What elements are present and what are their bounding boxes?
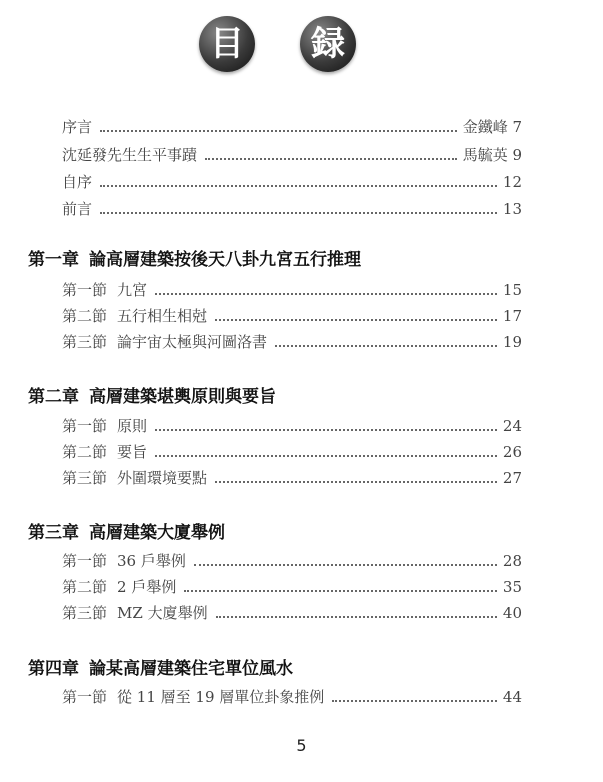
leader-dots <box>215 319 497 321</box>
entry-label <box>62 331 267 352</box>
section-title: 2 戶舉例 <box>117 578 177 596</box>
section-number: 第一節 <box>62 417 108 435</box>
entry-label <box>62 467 207 488</box>
chapter-title: 高層建築大廈舉例 <box>89 523 225 543</box>
entry-label: 序言 <box>62 118 93 136</box>
entry-page: 44 <box>502 688 522 706</box>
chapter-heading-4[interactable] <box>28 654 293 679</box>
section-number: 第一節 <box>62 688 108 706</box>
section-number: 第三節 <box>62 333 108 351</box>
leader-dots <box>205 158 457 160</box>
section-number: 第二節 <box>62 307 108 325</box>
entry-label: 前言 <box>62 200 93 218</box>
chapter-number: 第四章 <box>28 659 79 679</box>
toc-entry-1-1[interactable] <box>62 279 522 300</box>
entry-page: 13 <box>502 200 522 218</box>
entry-label <box>62 576 176 597</box>
entry-page: 26 <box>502 443 522 461</box>
leader-dots <box>216 616 497 618</box>
toc-entry-preface[interactable] <box>62 116 522 137</box>
toc-entry-3-2[interactable] <box>62 576 522 597</box>
entry-page: 金鐵峰 7 <box>462 118 522 136</box>
section-title: 從 11 層至 19 層單位卦象推例 <box>117 688 325 706</box>
chapter-number: 第二章 <box>28 387 79 407</box>
chapter-number: 第三章 <box>28 523 79 543</box>
leader-dots <box>155 293 497 295</box>
toc-entry-biography[interactable] <box>62 144 522 165</box>
entry-page: 19 <box>502 333 522 351</box>
section-number: 第三節 <box>62 469 108 487</box>
entry-page: 12 <box>502 173 522 191</box>
section-number: 第一節 <box>62 552 108 570</box>
entry-page: 28 <box>502 552 522 570</box>
toc-entry-1-3[interactable] <box>62 331 522 352</box>
page-number: 5 <box>296 736 307 755</box>
section-title: 36 戶舉例 <box>117 552 186 570</box>
toc-entry-3-1[interactable] <box>62 550 522 571</box>
leader-dots <box>100 130 457 132</box>
chapter-title: 高層建築堪輿原則與要旨 <box>89 387 276 407</box>
section-number: 第三節 <box>62 604 108 622</box>
section-title: MZ 大廈舉例 <box>117 604 208 622</box>
entry-label <box>62 602 208 623</box>
section-title: 要旨 <box>117 443 148 461</box>
entry-label <box>62 415 147 436</box>
section-title: 外圍環境要點 <box>117 469 208 487</box>
toc-entry-2-1[interactable] <box>62 415 522 436</box>
entry-page: 24 <box>502 417 522 435</box>
entry-label <box>62 550 186 571</box>
leader-dots <box>184 590 497 592</box>
toc-title <box>0 16 603 76</box>
leader-dots <box>275 345 497 347</box>
section-number: 第二節 <box>62 443 108 461</box>
entry-page: 27 <box>502 469 522 487</box>
chapter-heading-1[interactable] <box>28 245 361 270</box>
toc-entry-4-1[interactable] <box>62 686 522 707</box>
chapter-heading-2[interactable] <box>28 382 276 407</box>
leader-dots <box>215 481 497 483</box>
chapter-heading-3[interactable] <box>28 518 225 543</box>
chapter-number: 第一章 <box>28 250 79 270</box>
entry-label: 自序 <box>62 173 93 191</box>
toc-entry-3-3[interactable] <box>62 602 522 623</box>
chapter-title: 論某高層建築住宅單位風水 <box>89 659 293 679</box>
entry-page: 15 <box>502 281 522 299</box>
leader-dots <box>100 212 497 214</box>
leader-dots <box>155 429 497 431</box>
section-number: 第二節 <box>62 578 108 596</box>
entry-label <box>62 686 324 707</box>
chapter-title: 論高層建築按後天八卦九宮五行推理 <box>89 250 361 270</box>
leader-dots <box>155 455 497 457</box>
leader-dots <box>100 185 497 187</box>
toc-entry-2-2[interactable] <box>62 441 522 462</box>
entry-page: 35 <box>502 578 522 596</box>
toc-entry-1-2[interactable] <box>62 305 522 326</box>
entry-label <box>62 441 147 462</box>
section-title: 九宮 <box>117 281 148 299</box>
toc-entry-foreword[interactable] <box>62 198 522 219</box>
entry-page: 17 <box>502 307 522 325</box>
section-title: 原則 <box>117 417 148 435</box>
title-char-2: 録 <box>300 16 356 72</box>
entry-label <box>62 279 147 300</box>
toc-entry-author-preface[interactable] <box>62 171 522 192</box>
toc-entry-2-3[interactable] <box>62 467 522 488</box>
title-char-1: 目 <box>199 16 255 72</box>
entry-page: 40 <box>502 604 522 622</box>
section-title: 論宇宙太極與河圖洛書 <box>117 333 268 351</box>
leader-dots <box>194 564 497 566</box>
section-number: 第一節 <box>62 281 108 299</box>
section-title: 五行相生相尅 <box>117 307 208 325</box>
entry-label: 沈延發先生生平事蹟 <box>62 146 198 164</box>
entry-label <box>62 305 207 326</box>
leader-dots <box>332 700 497 702</box>
entry-page: 馬毓英 9 <box>462 146 522 164</box>
